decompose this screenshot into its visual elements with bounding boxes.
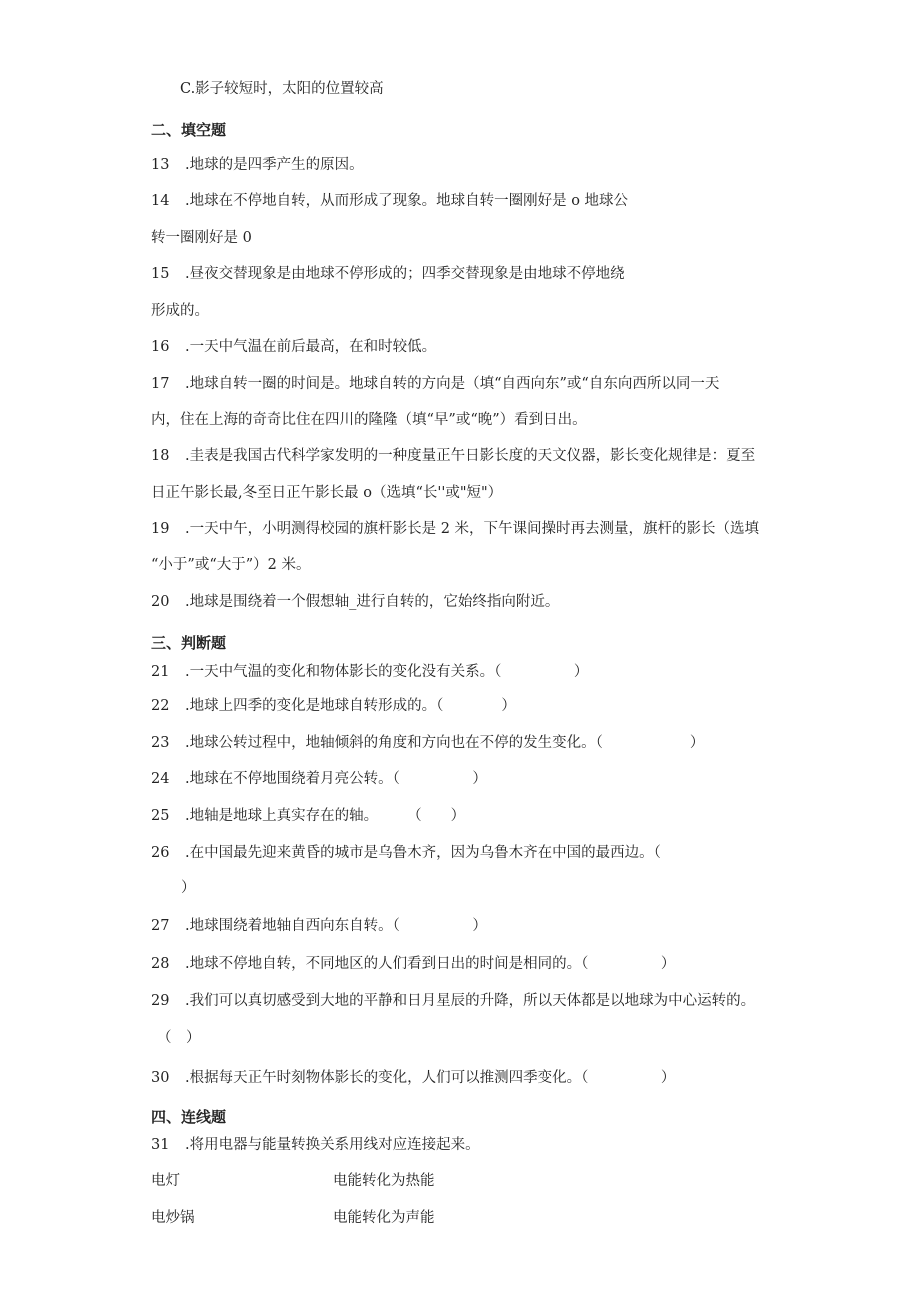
question-number: 13 — [151, 157, 170, 173]
question-13 — [151, 155, 364, 175]
question-text: .地球不停地自转，不同地区的人们看到日出的时间是相同的。（ ） — [185, 956, 676, 972]
match-left-item: 电灯 — [151, 1173, 180, 1189]
question-16 — [151, 337, 436, 357]
question-text: .昼夜交替现象是由地球不停形成的；四季交替现象是由地球不停地绕 — [185, 266, 625, 282]
question-number: 29 — [151, 993, 170, 1009]
question-text: .根据每天正午时刻物体影长的变化，人们可以推测四季变化。（ ） — [185, 1070, 676, 1086]
option-c: C.影子较短时，太阳的位置较高 — [180, 81, 384, 97]
question-22 — [151, 696, 516, 716]
question-text: .一天中气温的变化和物体影长的变化没有关系。（ ） — [185, 664, 589, 680]
question-text: .地球自转一圈的时间是。地球自转的方向是（填“自西向东”或“自东向西所以同一天 — [185, 376, 720, 392]
question-30 — [151, 1068, 675, 1088]
question-27 — [151, 916, 487, 936]
question-19-continuation: “小于”或“大于”）2 米。 — [151, 557, 311, 573]
question-28 — [151, 954, 675, 974]
question-text: .一天中午，小明测得校园的旗杆影长是 2 米，下午课间操时再去测量，旗杆的影长（选填 — [185, 521, 760, 537]
question-number: 20 — [151, 594, 170, 610]
question-15 — [151, 264, 625, 284]
question-number: 14 — [151, 193, 170, 209]
question-number: 25 — [151, 808, 170, 824]
question-17-continuation: 内，住在上海的奇奇比住在四川的隆隆（填“早”或“晚”）看到日出。 — [151, 412, 587, 428]
question-26-continuation: ） — [181, 880, 196, 896]
question-number: 22 — [151, 698, 170, 714]
question-21 — [151, 662, 588, 682]
question-26 — [151, 843, 661, 863]
question-31 — [151, 1135, 480, 1155]
question-number: 26 — [151, 845, 170, 861]
match-right-item: 电能转化为热能 — [333, 1173, 435, 1189]
question-number: 24 — [151, 771, 170, 787]
question-number: 18 — [151, 448, 170, 464]
question-25 — [151, 806, 465, 826]
question-text: .地球公转过程中，地轴倾斜的角度和方向也在不停的发生变化。（ ） — [185, 735, 705, 751]
question-23 — [151, 733, 704, 753]
question-14-continuation: 转一圈刚好是 0 — [151, 230, 252, 246]
question-number: 21 — [151, 664, 170, 680]
question-text: .圭表是我国古代科学家发明的一种度量正午日影长度的天文仪器，影长变化规律是：夏至 — [185, 448, 756, 464]
question-20 — [151, 592, 559, 612]
match-right-item: 电能转化为声能 — [333, 1210, 435, 1226]
question-text: .在中国最先迎来黄昏的城市是乌鲁木齐，因为乌鲁木齐在中国的最西边。（ — [185, 845, 661, 861]
question-number: 30 — [151, 1070, 170, 1086]
question-text: .我们可以真切感受到大地的平静和日月星辰的升降，所以天体都是以地球为中心运转的。 — [185, 993, 756, 1009]
question-number: 19 — [151, 521, 170, 537]
question-29 — [151, 991, 755, 1011]
question-number: 28 — [151, 956, 170, 972]
question-text: .地球上四季的变化是地球自转形成的。（ ） — [185, 698, 516, 714]
question-number: 31 — [151, 1137, 170, 1153]
question-19 — [151, 519, 759, 539]
question-29-continuation: （ ） — [157, 1030, 201, 1046]
question-text: .地轴是地球上真实存在的轴。 （ ） — [185, 808, 466, 824]
question-18-continuation: 日正午影长最,冬至日正午影长最 o（选填“长''或"短"） — [151, 485, 503, 501]
section-judge-heading: 三、判断题 — [151, 634, 227, 652]
question-text: .地球在不停地自转，从而形成了现象。地球自转一圈刚好是 o 地球公 — [185, 193, 629, 209]
question-number: 27 — [151, 918, 170, 934]
section-fill-heading: 二、填空题 — [151, 121, 227, 139]
question-text: .一天中气温在前后最高，在和时较低。 — [185, 339, 437, 355]
question-24 — [151, 769, 487, 789]
question-text: .将用电器与能量转换关系用线对应连接起来。 — [185, 1137, 480, 1153]
question-18 — [151, 446, 755, 466]
question-text: .地球的是四季产生的原因。 — [185, 157, 364, 173]
question-17 — [151, 374, 719, 394]
question-14 — [151, 191, 628, 211]
question-text: .地球是围绕着一个假想轴_进行自转的，它始终指向附近。 — [185, 594, 560, 610]
question-number: 15 — [151, 266, 170, 282]
question-15-continuation: 形成的。 — [151, 303, 209, 319]
section-match-heading: 四、连线题 — [151, 1108, 227, 1126]
question-text: .地球在不停地围绕着月亮公转。（ ） — [185, 771, 487, 787]
question-number: 23 — [151, 735, 170, 751]
question-number: 16 — [151, 339, 170, 355]
match-left-item: 电炒锅 — [151, 1210, 195, 1226]
question-number: 17 — [151, 376, 170, 392]
question-text: .地球围绕着地轴自西向东自转。（ ） — [185, 918, 487, 934]
